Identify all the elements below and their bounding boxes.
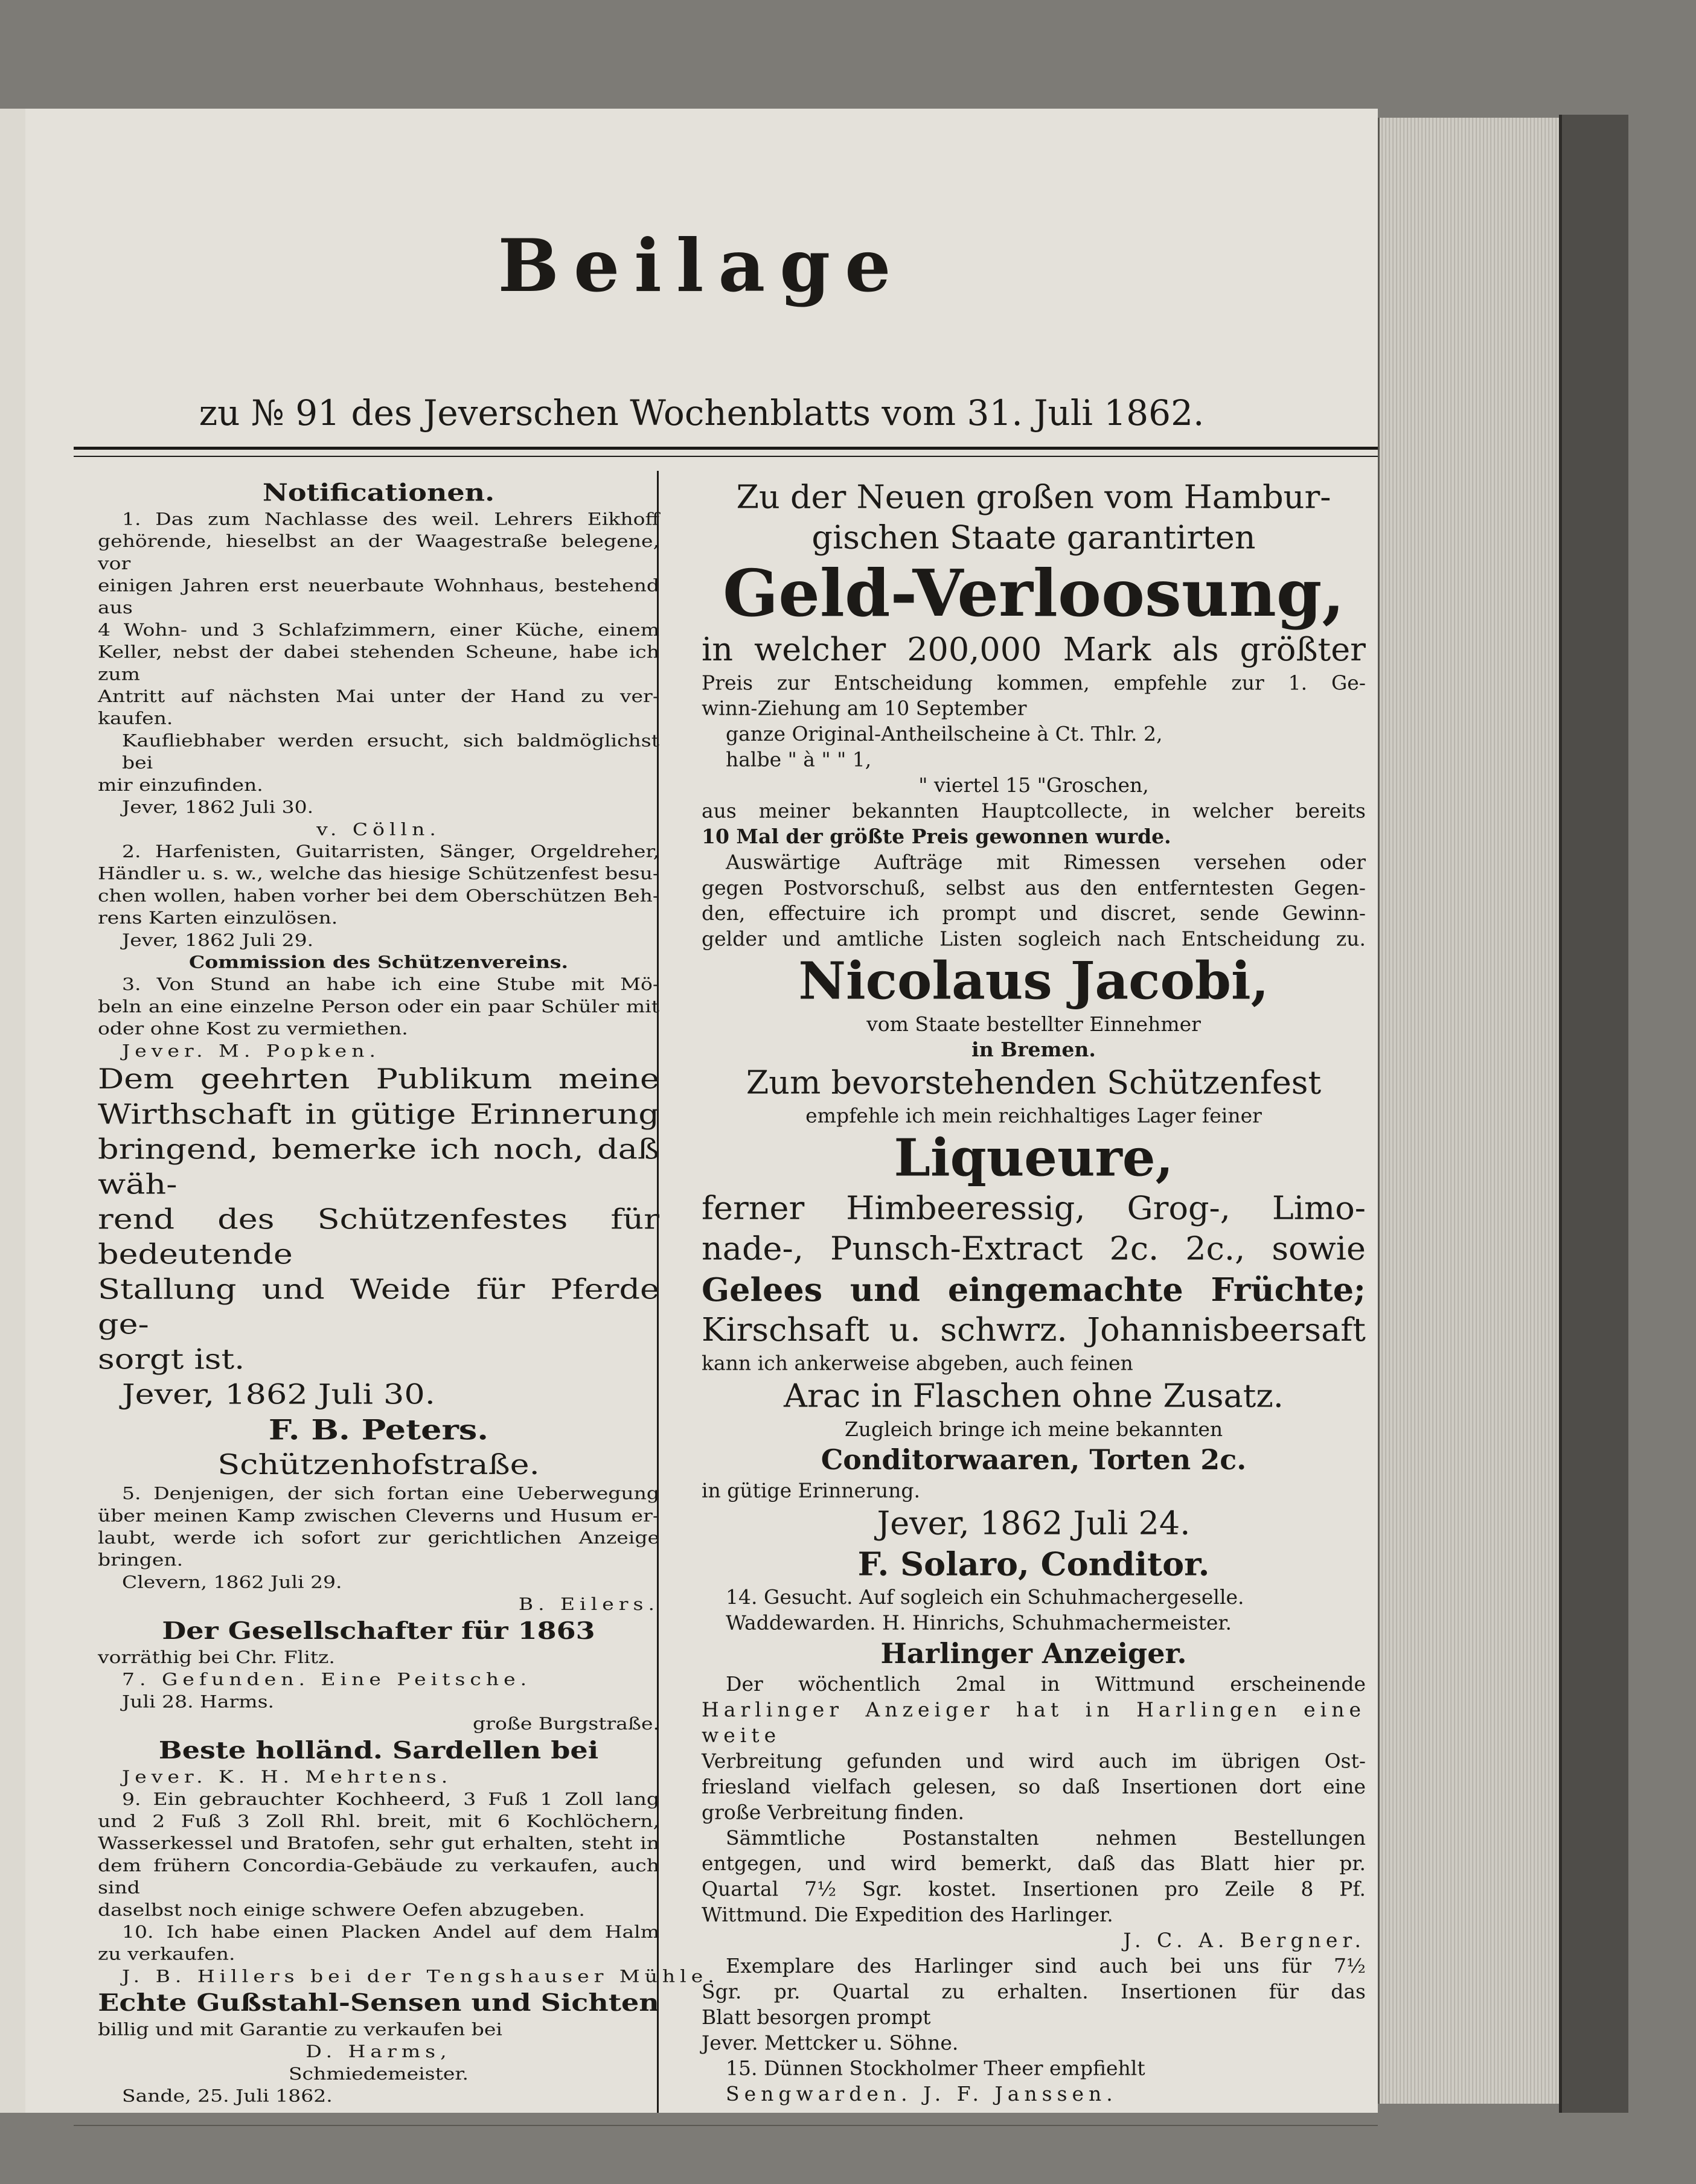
right-column-line: Sengwarden. J. F. Janssen. [726, 2082, 1118, 2106]
right-column-line: in gütige Erinnerung. [702, 1478, 920, 1502]
right-column-line: gegen Postvorschuß, selbst aus den entferntesten Gegen- [702, 876, 1366, 899]
left-column-line: Echte Gußstahl-Sensen und Sichten [98, 1988, 659, 2017]
left-column-line: 10. Ich habe einen Placken Andel auf dem Halm [122, 1921, 659, 1942]
right-column-line: gischen Staate garantirten [811, 519, 1256, 557]
right-column-line: kann ich ankerweise abgeben, auch feinen [702, 1351, 1133, 1375]
left-column-line: oder ohne Kost zu vermiethen. [98, 1018, 408, 1039]
left-column-line: rend des Schützenfestes für bedeutende [98, 1202, 659, 1271]
left-column-line: 4 Wohn- und 3 Schlafzimmern, einer Küche, einem [98, 619, 659, 640]
left-column-line: Jever, 1862 Juli 30. [122, 797, 314, 817]
left-column-line: Dem geehrten Publikum meine [98, 1062, 659, 1096]
left-column-line: Sande, 25. Juli 1862. [122, 2086, 333, 2106]
right-column-line: friesland vielfach gelesen, so daß Insertionen dort eine [702, 1775, 1366, 1798]
right-column-line: empfehle ich mein reichhaltiges Lager feiner [805, 1104, 1262, 1128]
left-column-line: mir einzufinden. [98, 774, 263, 795]
left-column-line: chen wollen, haben vorher bei dem Oberschützen Beh- [98, 885, 659, 906]
right-column-line: halbe " à " " 1, [726, 748, 872, 771]
right-column-line: ferner Himbeeressig, Grog-, Limo- [702, 1189, 1366, 1227]
left-column-line: zu verkaufen. [98, 1944, 235, 1964]
right-column-line: Liqueure, [894, 1128, 1174, 1189]
right-column-line: ganze Original-Antheilscheine à Ct. Thlr. 2, [726, 722, 1163, 746]
right-column-line: Zum bevorstehenden Schützenfest [746, 1064, 1322, 1102]
book-spine [1559, 115, 1628, 2113]
left-column-line: große Burgstraße. [473, 1713, 659, 1734]
left-column-line: 7. Gefunden. Eine Peitsche. [122, 1669, 532, 1690]
right-column [702, 477, 1366, 2107]
right-column-line: Waddewarden. H. Hinrichs, Schuhmachermeister. [726, 1611, 1232, 1635]
left-column-line: daselbst noch einige schwere Oefen abzugeben. [98, 1899, 585, 1920]
left-column-line: Wasserkessel und Bratofen, sehr gut erhalten, steht in [98, 1833, 659, 1854]
right-column-line: winn-Ziehung am 10 September [702, 697, 1027, 720]
newspaper-page [25, 109, 1378, 2113]
left-column-line: beln an eine einzelne Person oder ein paar Schüler mit [98, 996, 659, 1017]
right-column-line: Arac in Flaschen ohne Zusatz. [784, 1377, 1284, 1415]
right-column-line: Blatt besorgen prompt [702, 2005, 931, 2029]
right-column-line: Harlinger Anzeiger. [880, 1637, 1187, 1670]
left-column-line: einigen Jahren erst neuerbaute Wohnhaus, bestehend aus [98, 575, 659, 618]
left-column-line: über meinen Kamp zwischen Cleverns und Husum er- [98, 1505, 659, 1526]
right-column-line: Quartal 7½ Sgr. kostet. Insertionen pro Zeile 8 Pf. [702, 1877, 1366, 1901]
page-title: Beilage [498, 223, 906, 308]
right-column-line: Auswärtige Aufträge mit Rimessen versehen oder [726, 850, 1366, 874]
left-column-line: und 2 Fuß 3 Zoll Rhl. breit, mit 6 Kochlöchern, [98, 1811, 659, 1831]
left-column-line: gehörende, hieselbst an der Waagestraße belegene, vor [98, 531, 659, 573]
right-column-line: Verbreitung gefunden und wird auch im übrigen Ost- [702, 1749, 1366, 1773]
right-column-line: vom Staate bestellter Einnehmer [866, 1012, 1201, 1036]
right-column-line: aus meiner bekannten Hauptcollecte, in welcher bereits [702, 799, 1366, 823]
right-column-line: " viertel 15 "Groschen, [918, 773, 1149, 797]
left-column-line: Der Gesellschafter für 1863 [162, 1617, 595, 1645]
left-column-line: Jever. M. Popken. [122, 1040, 380, 1061]
right-column-line: Conditorwaaren, Torten 2c. [821, 1443, 1247, 1476]
left-column-line: Jever. K. H. Mehrtens. [122, 1766, 453, 1787]
right-column-line: 14. Gesucht. Auf sogleich ein Schuhmachergeselle. [726, 1585, 1244, 1609]
left-column-line: sorgt ist. [98, 1343, 245, 1376]
left-column-line: Keller, nebst der dabei stehenden Scheune, habe ich zum [98, 642, 659, 685]
left-column-line: Clevern, 1862 Juli 29. [122, 1571, 342, 1592]
facing-page-edge [0, 109, 27, 2113]
right-column-line: Sgr. pr. Quartal zu erhalten. Insertionen für das [702, 1979, 1366, 2004]
left-column-line: dem frühern Concordia-Gebäude zu verkaufen, auch sind [98, 1855, 659, 1898]
right-column-line: gelder und amtliche Listen sogleich nach Entscheidung zu. [702, 927, 1366, 951]
right-column-line: Wittmund. Die Expedition des Harlinger. [702, 1903, 1113, 1926]
left-column-line: Schmiedemeister. [288, 2063, 469, 2084]
right-column-line: Geld-Verloosung, [722, 556, 1345, 631]
left-column-line: J. B. Hillers bei der Tengshauser Mühle. [122, 1965, 719, 1987]
left-column-line: Wirthschaft in gütige Erinnerung [98, 1097, 659, 1131]
footer-rule [74, 2125, 1378, 2126]
left-column-line: 3. Von Stund an habe ich eine Stube mit Mö- [122, 974, 659, 995]
left-column-line: D. Harms, [306, 2041, 452, 2061]
right-column-line: J. C. A. Bergner. [1123, 1928, 1366, 1952]
page-subtitle: zu № 91 des Jeverschen Wochenblatts vom 31. Juli 1862. [199, 392, 1205, 433]
right-column-line: Zugleich bringe ich meine bekannten [844, 1417, 1223, 1441]
left-column [98, 477, 719, 2107]
right-column-line: Exemplare des Harlinger sind auch bei uns für 7½ [726, 1954, 1366, 1978]
left-column-line: Schützenhofstraße. [217, 1448, 540, 1481]
right-column-line: Der wöchentlich 2mal in Wittmund erscheinende [726, 1672, 1366, 1696]
right-column-line: 10 Mal der größte Preis gewonnen wurde. [702, 825, 1171, 848]
right-column-line: entgegen, und wird bemerkt, daß das Blatt hier pr. [702, 1851, 1366, 1876]
left-column-line: Jever, 1862 Juli 30. [122, 1378, 435, 1411]
right-column-line: große Verbreitung finden. [702, 1800, 964, 1824]
right-column-line: Jever. Mettcker u. Söhne. [702, 2031, 959, 2055]
right-column-line: Sämmtliche Postanstalten nehmen Bestellungen [726, 1826, 1366, 1850]
right-column-line: nade-, Punsch-Extract 2c. 2c., sowie [702, 1230, 1366, 1268]
left-column-line: Antritt auf nächsten Mai unter der Hand zu ver- [98, 686, 659, 706]
left-column-line: bringend, bemerke ich noch, daß wäh- [98, 1132, 659, 1201]
left-column-line: laubt, werde ich sofort zur gerichtlichen Anzeige bringen. [98, 1527, 659, 1570]
right-column-line: den, effectuire ich prompt und discret, sende Gewinn- [702, 901, 1366, 925]
right-column-line: in Bremen. [971, 1038, 1096, 1062]
right-column-line: Zu der Neuen großen vom Hambur- [736, 477, 1331, 516]
right-column-line: F. Solaro, Conditor. [857, 1545, 1210, 1583]
left-column-line: Kaufliebhaber werden ersucht, sich baldmöglichst bei [122, 730, 659, 773]
right-column-line: Gelees und eingemachte Früchte; [702, 1270, 1366, 1309]
left-column-line: 5. Denjenigen, der sich fortan eine Ueberwegung [122, 1483, 659, 1504]
left-column-line: Jever, 1862 Juli 29. [122, 930, 314, 950]
left-column-line: vorräthig bei Chr. Flitz. [98, 1647, 335, 1667]
left-column-line: F. B. Peters. [268, 1413, 489, 1446]
left-column-line: Notificationen. [262, 478, 495, 506]
header-rule [74, 447, 1378, 457]
right-column-line: in welcher 200,000 Mark als größter [702, 630, 1366, 668]
left-column-line: rens Karten einzulösen. [98, 907, 338, 928]
left-column-line: B. Eilers. [518, 1594, 659, 1614]
left-column-line: billig und mit Garantie zu verkaufen bei [98, 2019, 502, 2040]
right-column-line: Jever, 1862 Juli 24. [877, 1504, 1191, 1542]
left-column-line: Beste holländ. Sardellen bei [158, 1736, 599, 1764]
left-column-line: 1. Das zum Nachlasse des weil. Lehrers Eikhoff [122, 508, 659, 529]
right-column-line: Kirschsaft u. schwrz. Johannisbeersaft [702, 1311, 1366, 1349]
left-column-line: Stallung und Weide für Pferde ge- [98, 1272, 659, 1341]
left-column-line: 9. Ein gebrauchter Kochheerd, 3 Fuß 1 Zoll lang [122, 1789, 659, 1809]
left-column-line: Commission des Schützenvereins. [189, 952, 568, 972]
left-column-line: 2. Harfenisten, Guitarristen, Sänger, Orgeldreher, [122, 841, 659, 861]
left-column-line: Juli 28. Harms. [122, 1691, 274, 1712]
right-column-line: Preis zur Entscheidung kommen, empfehle zur 1. Ge- [702, 671, 1366, 695]
right-column-line: Harlinger Anzeiger hat in Harlingen eine weite [702, 1698, 1366, 1747]
right-column-line: 15. Dünnen Stockholmer Theer empfiehlt [726, 2057, 1145, 2080]
left-column-line: Händler u. s. w., welche das hiesige Schützenfest besu- [98, 863, 659, 884]
left-column-line: v. Cölln. [316, 819, 441, 840]
right-column-line: Nicolaus Jacobi, [798, 951, 1269, 1012]
left-column-line: kaufen. [98, 708, 173, 729]
book-page-edges [1378, 118, 1561, 2104]
